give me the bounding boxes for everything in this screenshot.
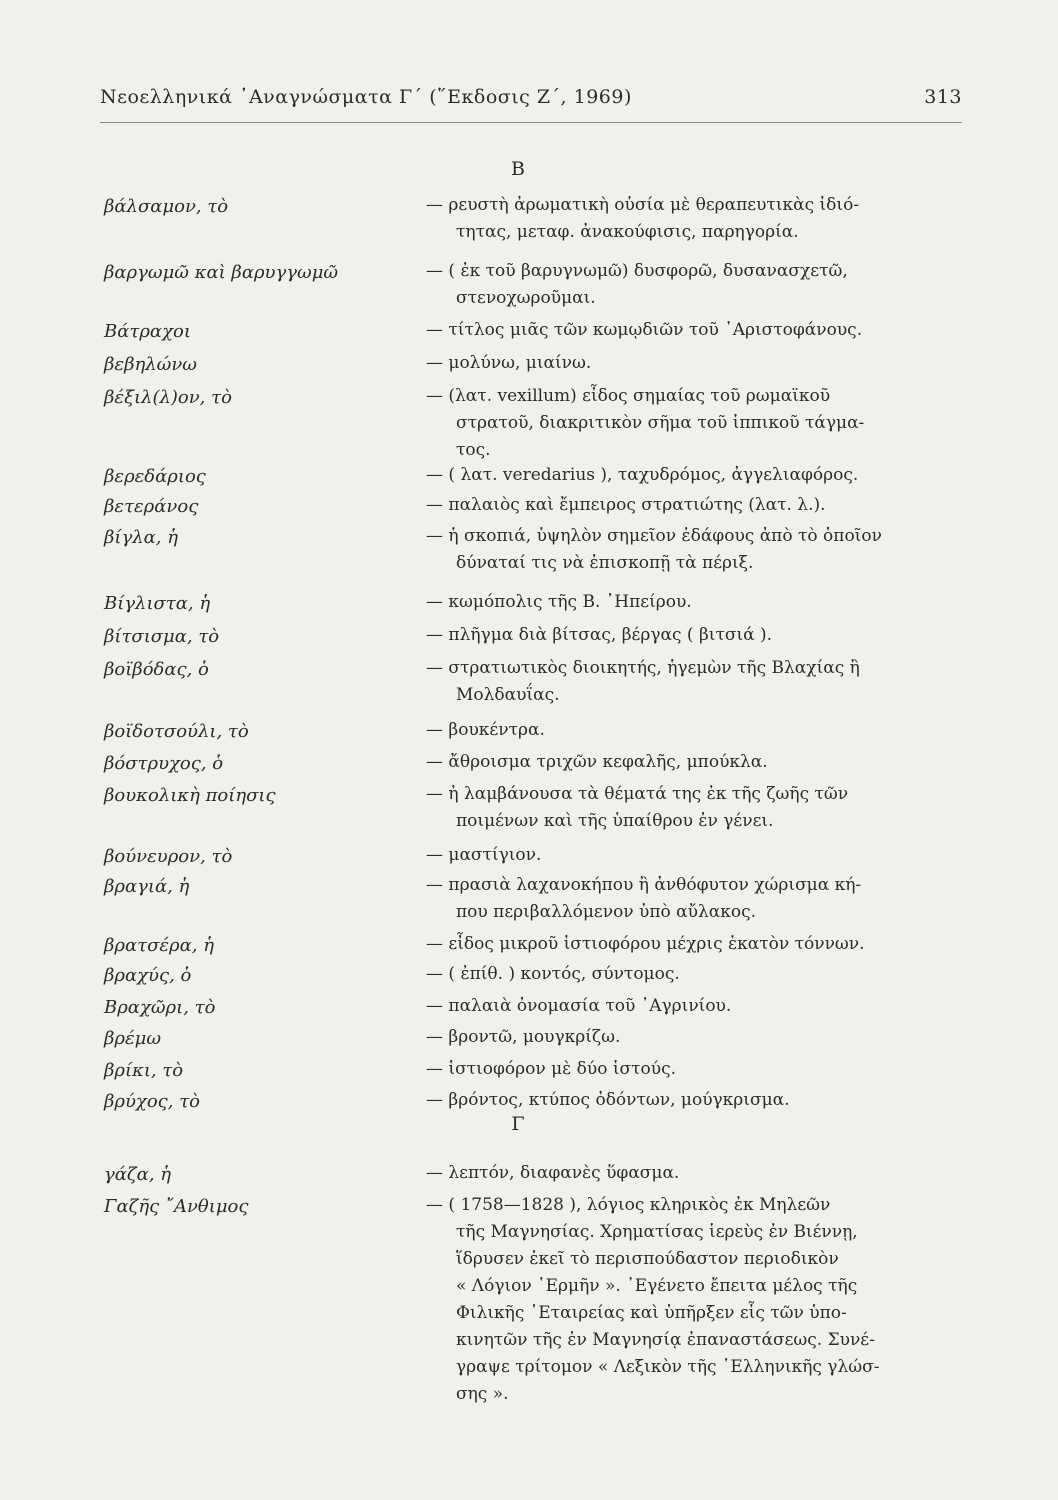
definition-line: γραψε τρίτομον « Λεξικὸν τῆς ῾Ελληνικῆς γλώσ-	[456, 1357, 880, 1377]
entry-term: βραγιά, ἡ	[104, 876, 190, 897]
definition-line: κινητῶν τῆς ἐν Μαγνησίᾳ ἐπαναστάσεως. Συνέ-	[456, 1330, 875, 1350]
definition-line: Φιλικῆς ῾Εταιρείας καὶ ὑπῆρξεν εἷς τῶν ὑπο-	[456, 1303, 847, 1323]
entry-definition	[426, 258, 966, 312]
entry-definition	[426, 961, 966, 988]
entry-term: βοϊβόδας, ὁ	[104, 659, 209, 680]
definition-line: τῆς Μαγνησίας. Χρηματίσας ἱερεὺς ἐν Βιέννῃ,	[456, 1222, 858, 1242]
definition-line: — μαστίγιον.	[426, 845, 542, 865]
entry-term: βετεράνος	[104, 496, 199, 517]
entry-definition	[426, 523, 966, 577]
entry-term: Βίγλιστα, ἡ	[104, 593, 211, 614]
entry-term: βαργωμῶ καὶ βαρυγγωμῶ	[104, 262, 339, 283]
definition-line: — ἱστιοφόρον μὲ δύο ἱστούς.	[426, 1059, 677, 1079]
section-letter: Β	[511, 158, 525, 180]
entry-definition	[426, 462, 966, 489]
entry-term: βέξιλ(λ)ον, τὸ	[104, 387, 232, 408]
definition-line: τητας, μεταφ. ἀνακούφισις, παρηγορία.	[456, 222, 799, 242]
definition-line: — παλαιὸς καὶ ἔμπειρος στρατιώτης (λατ. λ.).	[426, 495, 826, 515]
entry-definition	[426, 1024, 966, 1051]
definition-line: — βροντῶ, μουγκρίζω.	[426, 1027, 621, 1047]
entry-term: βάλσαμον, τὸ	[104, 196, 229, 217]
definition-line: « Λόγιον ῾Ερμῆν ». ᾽Εγένετο ἔπειτα μέλος τῆς	[456, 1276, 858, 1296]
header-rule	[100, 122, 962, 123]
header-title: Νεοελληνικά ᾽Αναγνώσματα Γ΄ (῞Εκδοσις Ζ΄, 1969)	[100, 86, 632, 108]
entry-term: βεβηλώνω	[104, 354, 197, 375]
entry-term: Γαζῆς ῎Ανθιμος	[104, 1196, 249, 1217]
definition-line: — (λατ. vexillum) εἶδος σημαίας τοῦ ρωμαϊκοῦ	[426, 386, 831, 406]
entry-term: βίτσισμα, τὸ	[104, 626, 220, 647]
entry-term: βραχύς, ὁ	[104, 965, 192, 986]
definition-line: — στρατιωτικὸς διοικητής, ἡγεμὼν τῆς Βλαχίας ἢ	[426, 658, 860, 678]
definition-line: — ἡ σκοπιά, ὑψηλὸν σημεῖον ἐδάφους ἀπὸ τὸ ὁποῖον	[426, 526, 882, 546]
definition-line: τος.	[456, 440, 491, 460]
entry-term: βούνευρον, τὸ	[104, 846, 233, 867]
entry-term: βοϊδοτσούλι, τὸ	[104, 721, 249, 742]
definition-line: — παλαιὰ ὀνομασία τοῦ ᾽Αγρινίου.	[426, 996, 732, 1016]
definition-line: — ( λατ. veredarius ), ταχυδρόμος, ἀγγελιαφόρος.	[426, 465, 859, 485]
definition-line: — τίτλος μιᾶς τῶν κωμῳδιῶν τοῦ ᾽Αριστοφάνους.	[426, 320, 863, 340]
definition-line: — εἶδος μικροῦ ἱστιοφόρου μέχρις ἑκατὸν τόννων.	[426, 934, 865, 954]
entry-term: Βραχῶρι, τὸ	[104, 997, 216, 1018]
entry-definition	[426, 931, 966, 958]
entry-definition	[426, 589, 966, 616]
definition-line: — λεπτόν, διαφανὲς ὕφασμα.	[426, 1163, 680, 1183]
entry-definition	[426, 842, 966, 869]
definition-line: — ( 1758—1828 ), λόγιος κληρικὸς ἐκ Μηλεῶν	[426, 1195, 831, 1215]
definition-line: — πρασιὰ λαχανοκήπου ἢ ἀνθόφυτον χώρισμα κή-	[426, 875, 862, 895]
entry-term: Βάτραχοι	[104, 321, 191, 342]
entry-definition	[426, 383, 966, 464]
entry-definition	[426, 749, 966, 776]
definition-line: — ( ἐπίθ. ) κοντός, σύντομος.	[426, 964, 680, 984]
entry-definition	[426, 781, 966, 835]
definition-line: — πλῆγμα διὰ βίτσας, βέργας ( βιτσιά ).	[426, 625, 773, 645]
definition-line: — ἄθροισμα τριχῶν κεφαλῆς, μπούκλα.	[426, 752, 768, 772]
page-number: 313	[924, 86, 962, 108]
entry-term: βρίκι, τὸ	[104, 1060, 184, 1081]
entry-term: βερεδάριος	[104, 466, 206, 487]
entry-definition	[426, 317, 966, 344]
entry-definition	[426, 622, 966, 649]
definition-line: Μολδαυΐας.	[456, 685, 560, 705]
entry-term: βρατσέρα, ἡ	[104, 935, 215, 956]
definition-line: ἵδρυσεν ἐκεῖ τὸ περισπούδαστον περιοδικὸν	[456, 1249, 839, 1269]
definition-line: — βουκέντρα.	[426, 720, 545, 740]
section-letter: Γ	[511, 1113, 525, 1135]
definition-line: — κωμόπολις τῆς Β. ᾽Ηπείρου.	[426, 592, 692, 612]
entry-term: βόστρυχος, ὁ	[104, 753, 224, 774]
definition-line: — ἡ λαμβάνουσα τὰ θέματά της ἐκ τῆς ζωῆς τῶν	[426, 784, 849, 804]
entry-term: βουκολικὴ ποίησις	[104, 785, 276, 806]
definition-line: που περιβαλλόμενον ὑπὸ αὔλακος.	[456, 902, 757, 922]
entry-definition	[426, 1087, 966, 1114]
definition-line: στενοχωροῦμαι.	[456, 288, 596, 308]
entry-definition	[426, 192, 966, 246]
definition-line: — βρόντος, κτύπος ὀδόντων, μούγκρισμα.	[426, 1090, 790, 1110]
entry-definition	[426, 872, 966, 926]
entry-definition	[426, 1160, 966, 1187]
definition-line: — ( ἐκ τοῦ βαρυγνωμῶ) δυσφορῶ, δυσανασχετῶ,	[426, 261, 848, 281]
entry-definition	[426, 717, 966, 744]
entry-term: βρέμω	[104, 1028, 162, 1049]
running-header	[100, 86, 962, 108]
entry-term: βρύχος, τὸ	[104, 1091, 200, 1112]
definition-line: ποιμένων καὶ τῆς ὑπαίθρου ἐν γένει.	[456, 811, 774, 831]
definition-line: — ρευστὴ ἀρωματικὴ οὐσία μὲ θεραπευτικὰς ἰδιό-	[426, 195, 860, 215]
entry-term: βίγλα, ἡ	[104, 527, 179, 548]
entry-term: γάζα, ἡ	[104, 1164, 172, 1185]
entry-definition	[426, 492, 966, 519]
entry-definition	[426, 350, 966, 377]
definition-line: στρατοῦ, διακριτικὸν σῆμα τοῦ ἱππικοῦ τάγμα-	[456, 413, 865, 433]
entry-definition	[426, 993, 966, 1020]
entry-definition	[426, 1192, 966, 1408]
entry-definition	[426, 655, 966, 709]
definition-line: — μολύνω, μιαίνω.	[426, 353, 592, 373]
entry-definition	[426, 1056, 966, 1083]
definition-line: σης ».	[456, 1384, 509, 1404]
definition-line: δύναταί τις νὰ ἐπισκοπῇ τὰ πέριξ.	[456, 553, 754, 573]
